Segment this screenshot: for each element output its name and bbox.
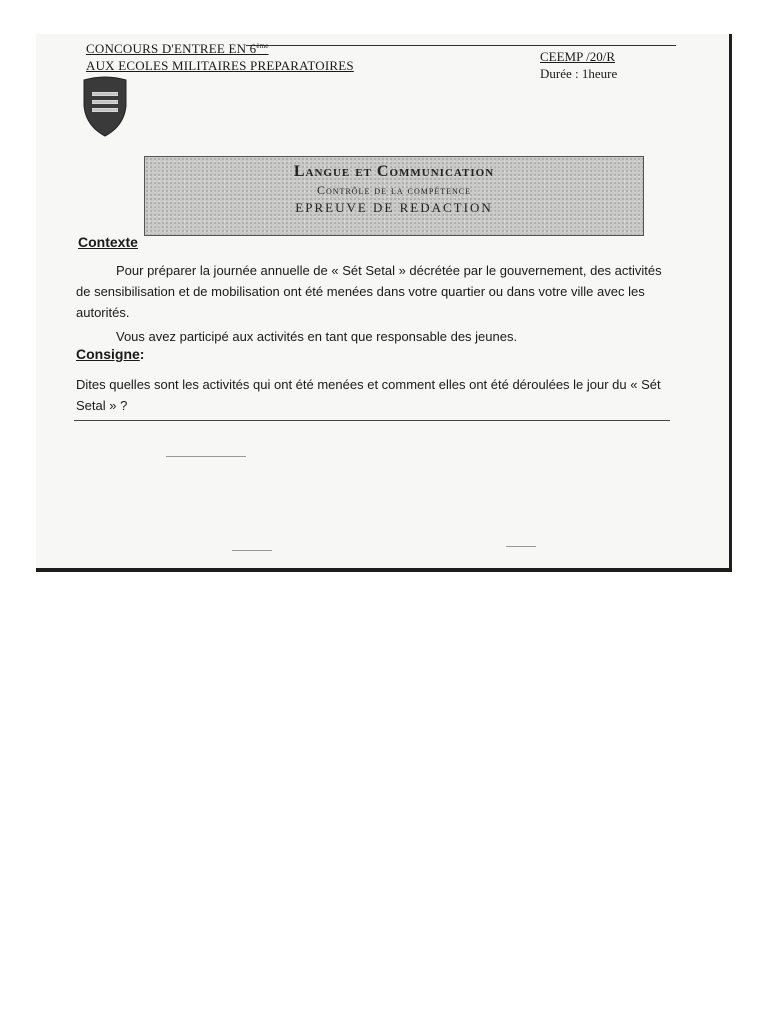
- scanned-page: [36, 34, 732, 572]
- scan-speck: [232, 550, 272, 551]
- contexte-heading: Contexte: [78, 234, 138, 250]
- scan-speck: [506, 546, 536, 547]
- shield-emblem-icon: [82, 76, 128, 138]
- exam-header: [86, 38, 354, 74]
- consigne-text: Dites quelles sont les activités qui ont été menées et comment elles ont été déroulées le jour du « Sét Setal » ?: [76, 377, 661, 413]
- exam-header-line2: AUX ECOLES MILITAIRES PREPARATOIRES: [86, 58, 354, 73]
- subject-title-box: [144, 156, 644, 236]
- exam-header-line1: CONCOURS D'ENTREE EN 6ème: [86, 41, 269, 56]
- exam-duration: Durée : 1heure: [540, 66, 618, 81]
- bottom-rule: [74, 420, 670, 421]
- exam-reference: [540, 48, 617, 82]
- exam-ref-code: CEEMP /20/R: [540, 49, 616, 64]
- consigne-heading: [76, 346, 144, 362]
- consigne-heading-colon: :: [139, 346, 145, 362]
- contexte-paragraph-1: Pour préparer la journée annuelle de « Sét Setal » décrétée par le gouvernement, des activités de sensibilisation et de mobilisation ont été menées dans votre quartier ou dans votre ville avec les autorités.: [76, 263, 662, 320]
- scan-speck: [166, 456, 246, 457]
- subject-title: Langue et Communication: [293, 163, 495, 180]
- consigne-heading-label: Consigne: [76, 346, 140, 362]
- subject-subtitle: Contrôle de la compétence: [317, 183, 471, 197]
- contexte-paragraph-2: Vous avez participé aux activités en tant que responsable des jeunes.: [116, 329, 518, 344]
- exam-type: EPREUVE DE REDACTION: [295, 200, 493, 215]
